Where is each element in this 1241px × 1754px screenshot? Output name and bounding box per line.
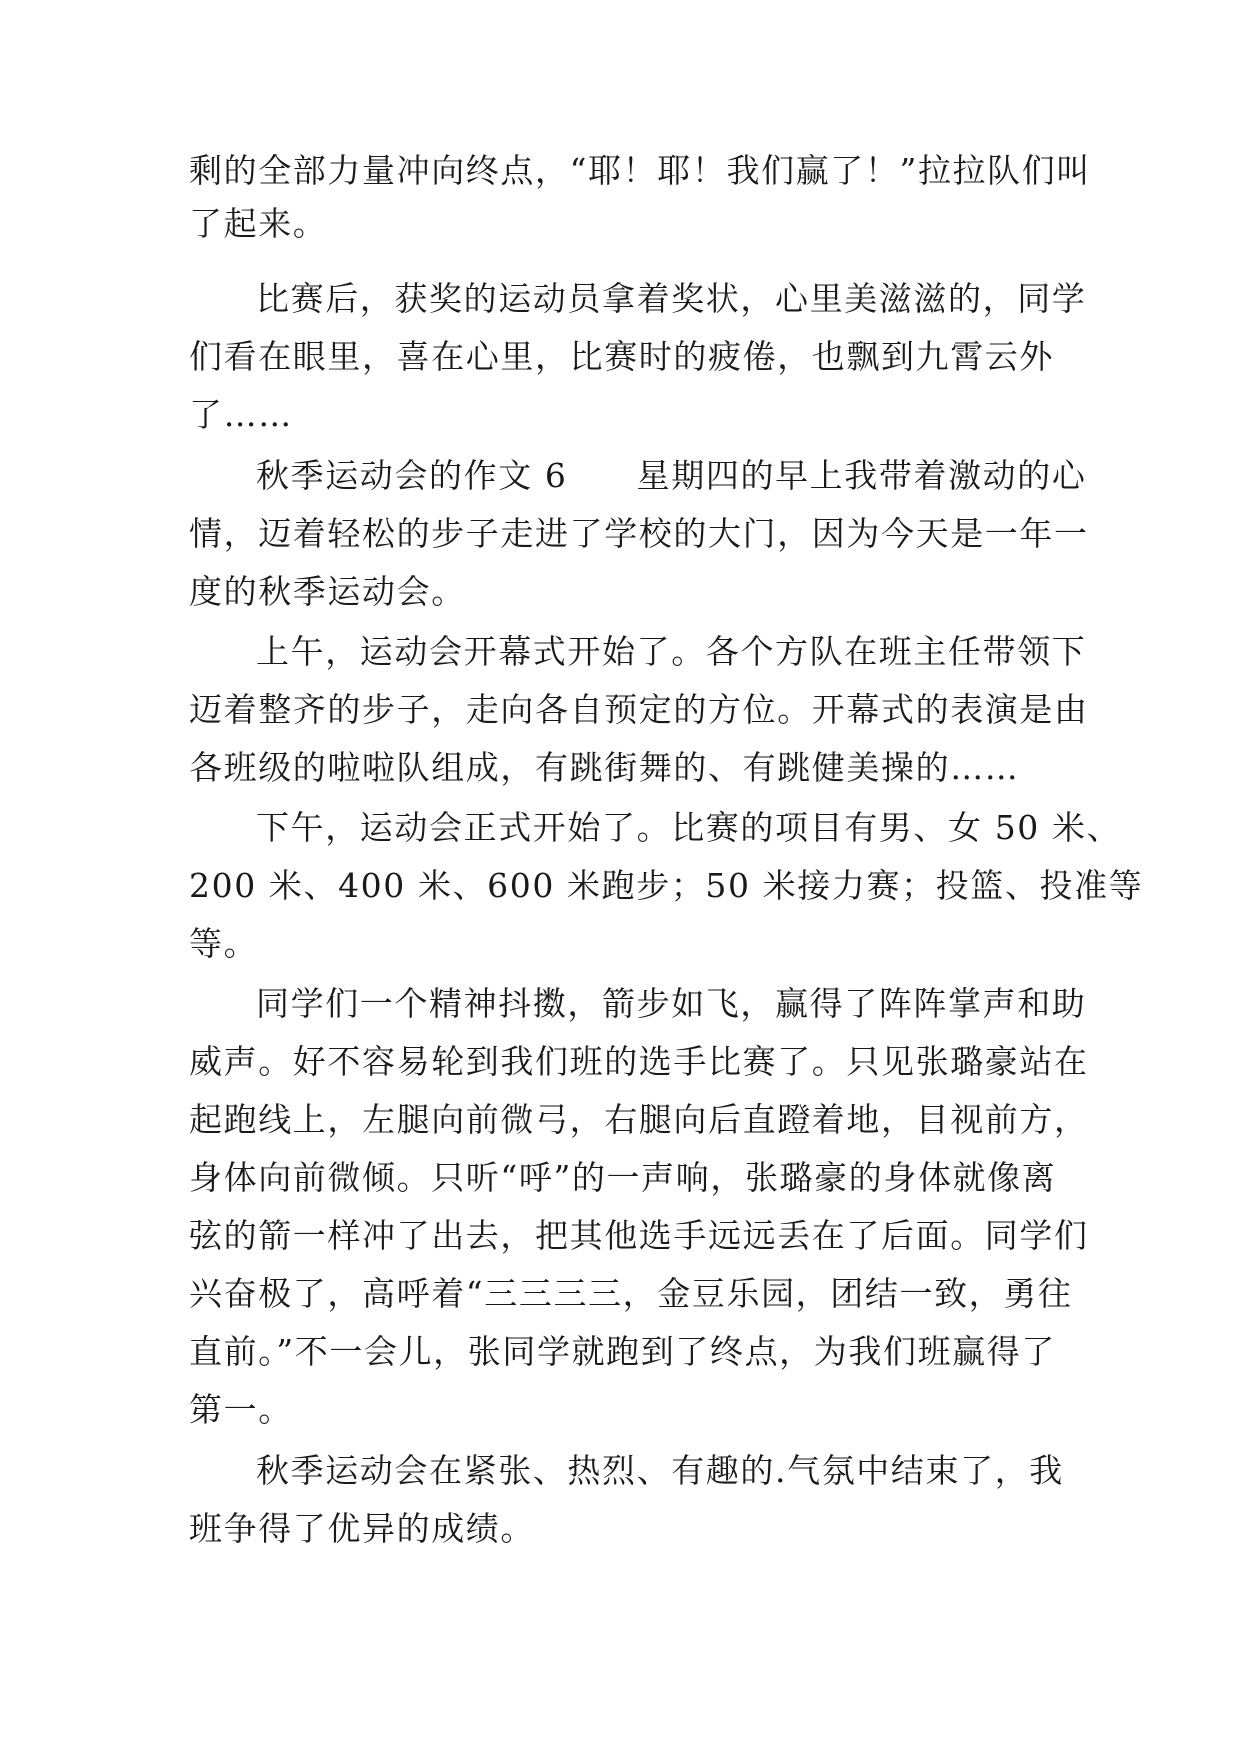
text-line: 度的秋季运动会。 [189,572,466,611]
text-line: 威声。好不容易轮到我们班的选手比赛了。只见张璐豪站在 [189,1042,1089,1081]
text-line: 们看在眼里，喜在心里，比赛时的疲倦，也飘到九霄云外 [189,337,1054,376]
text-line: 第一。 [189,1390,293,1429]
text-line: 各班级的啦啦队组成，有跳街舞的、有跳健美操的…… [189,748,1020,787]
text-line: 情，迈着轻松的步子走进了学校的大门，因为今天是一年一 [189,514,1089,553]
text-line: 弦的箭一样冲了出去，把其他选手远远丢在了后面。同学们 [189,1216,1089,1255]
text-line: 迈着整齐的步子，走向各自预定的方位。开幕式的表演是由 [189,690,1089,729]
paragraph-first-line: 秋季运动会的作文 6 星期四的早上我带着激动的心 [256,456,1087,495]
paragraph-first-line: 上午，运动会开幕式开始了。各个方队在班主任带领下 [256,632,1087,671]
text-line: 起跑线上，左腿向前微弓，右腿向后直蹬着地，目视前方， [189,1100,1089,1139]
text-line: 直前。”不一会儿，张同学就跑到了终点，为我们班赢得了 [189,1332,1056,1371]
text-line: 200 米、400 米、600 米跑步；50 米接力赛；投篮、投准等 [189,866,1144,905]
text-line: 班争得了优异的成绩。 [189,1509,535,1548]
text-line: 兴奋极了，高呼着“三三三三，金豆乐园，团结一致，勇往 [189,1274,1073,1313]
text-line: 等。 [189,924,259,963]
paragraph-first-line: 比赛后，获奖的运动员拿着奖状，心里美滋滋的，同学 [256,279,1087,318]
text-line: 了起来。 [189,204,328,243]
paragraph-first-line: 下午，运动会正式开始了。比赛的项目有男、女 50 米、 [256,808,1122,847]
paragraph-first-line: 同学们一个精神抖擞，箭步如飞，赢得了阵阵掌声和助 [256,984,1087,1023]
paragraph-first-line: 秋季运动会在紧张、热烈、有趣的.气氛中结束了，我 [256,1451,1064,1490]
text-line: 剩的全部力量冲向终点，“耶！耶！我们赢了！”拉拉队们叫 [189,151,1091,190]
text-line: 了…… [189,395,293,434]
text-line: 身体向前微倾。只听“呼”的一声响，张璐豪的身体就像离 [189,1158,1057,1197]
